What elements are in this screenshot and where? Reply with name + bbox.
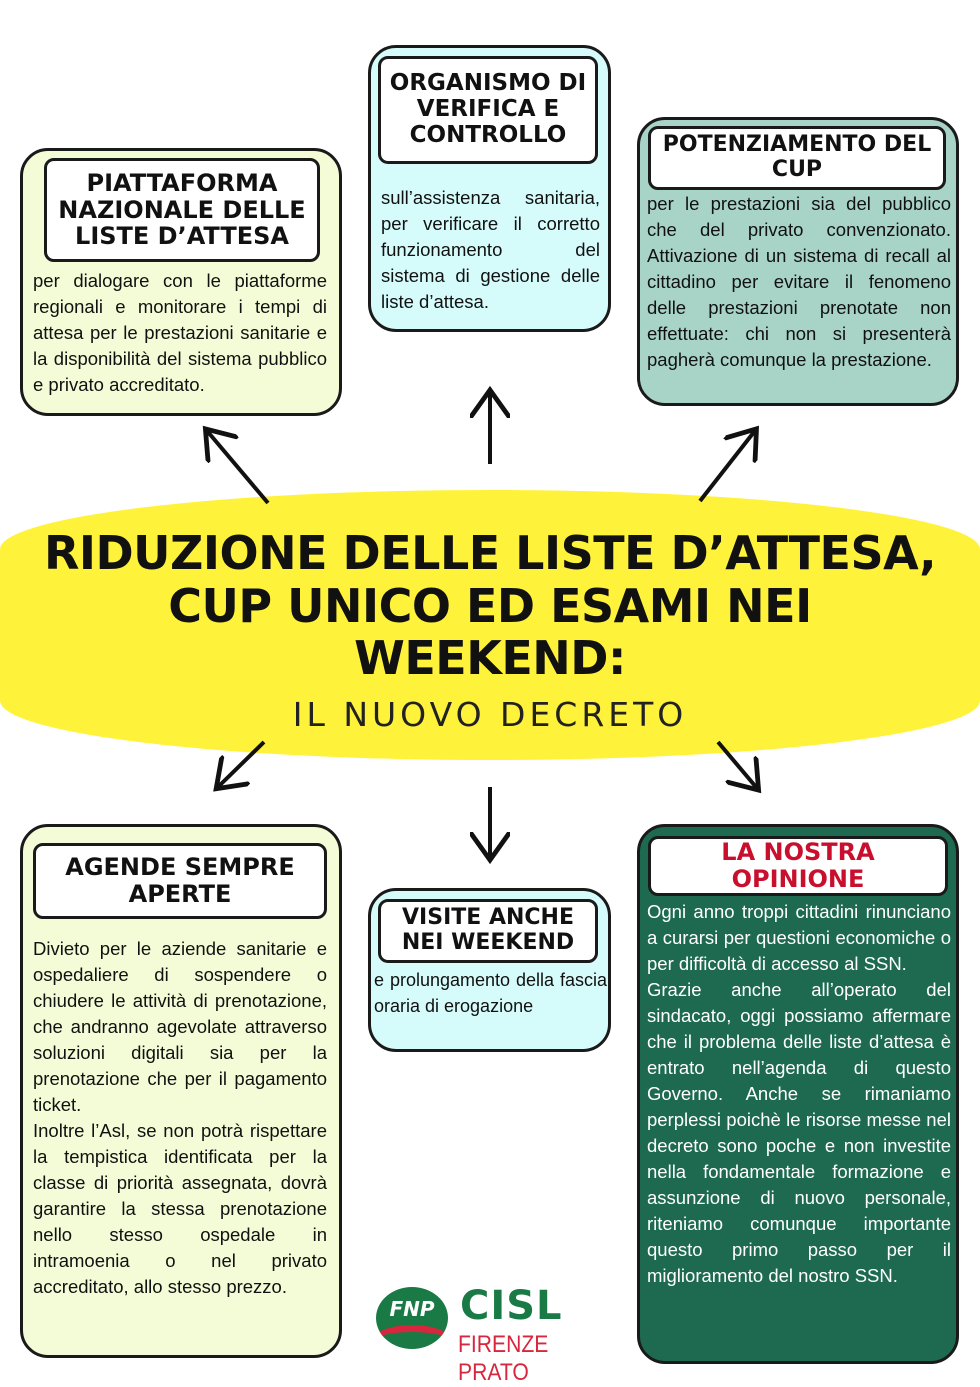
agende-paragraph-2: Inoltre l’Asl, se non potrà rispettare la tempistica identificata per la classe di priorità assegnata, dovrà garantire la stessa prenotazione nello stesso ospedale in intramoenia o nel privato accreditato, allo stesso prezzo. bbox=[33, 1120, 327, 1297]
headline-line-2: CUP UNICO ED ESAMI NEI bbox=[168, 579, 812, 633]
headline-line-1: RIDUZIONE DELLE LISTE D’ATTESA, bbox=[43, 526, 937, 580]
arrow-to-opinione bbox=[718, 742, 756, 787]
cisl-location: FIRENZE PRATO bbox=[458, 1331, 549, 1386]
organismo-text: sull’assistenza sanitaria, per verificare il corretto funzionamento del sistema di gestione delle liste d’attesa. bbox=[381, 187, 600, 312]
agende-paragraph-1: Divieto per le aziende sanitarie e ospedaliere di sospendere o chiudere le attività di prenotazione, che andranno agevolate attraverso soluzioni digitali sia per la prenotazione che per il pagamento ticket. bbox=[33, 938, 327, 1115]
cup-text: per le prestazioni sia del pubblico che del privato convenzionato. Attivazione di un sistema di recall al cittadino per evitare il fenomeno delle prestazioni prenotate non effettuate: chi non si presenterà pagherà comunque la prestazione. bbox=[647, 193, 951, 370]
opinione-text bbox=[647, 899, 951, 1289]
visite-title: VISITE ANCHE NEI WEEKEND bbox=[378, 899, 598, 963]
opinione-paragraph-1: Ogni anno troppi cittadini rinunciano a curarsi per questioni economiche o per difficoltà di accesso al SSN. bbox=[647, 901, 951, 974]
agende-text bbox=[33, 936, 327, 1300]
arrow-to-piattaforma bbox=[208, 432, 268, 503]
cisl-logo bbox=[376, 1283, 616, 1386]
fnp-badge-text: FNP bbox=[389, 1297, 435, 1321]
fnp-badge-icon bbox=[376, 1287, 448, 1349]
piattaforma-text: per dialogare con le piattaforme regionali e monitorare i tempi di attesa per le prestazioni sanitarie e la disponibilità del sistema pubblico e privato accreditato. bbox=[33, 270, 327, 395]
agende-title: AGENDE SEMPRE APERTE bbox=[33, 843, 327, 919]
headline-subtitle: IL NUOVO DECRETO bbox=[292, 695, 688, 734]
cisl-name: CISL bbox=[460, 1283, 563, 1329]
headline-line-3: WEEKEND: bbox=[354, 631, 626, 685]
opinione-paragraph-2: Grazie anche all’operato del sindacato, oggi possiamo affermare che il problema delle liste d’attesa è entrato nell’agenda di questo Governo. Anche se rimaniamo perplessi poichè le risorse messe nel decreto sono poche e non investite nella fondamentale formazione e assunzione di nuovo personale, riteniamo comunque importante questo primo passo per il miglioramento del nostro SSN. bbox=[647, 979, 951, 1286]
arrow-to-agende bbox=[219, 742, 264, 786]
organismo-title: ORGANISMO DI VERIFICA E CONTROLLO bbox=[378, 56, 598, 164]
opinione-title: LA NOSTRA OPINIONE bbox=[648, 836, 948, 896]
cup-title: POTENZIAMENTO DEL CUP bbox=[648, 126, 946, 190]
visite-text: e prolungamento della fascia oraria di erogazione bbox=[374, 970, 607, 1016]
piattaforma-title: PIATTAFORMA NAZIONALE DELLE LISTE D’ATTESA bbox=[44, 158, 320, 262]
arrow-to-cup bbox=[700, 432, 754, 501]
